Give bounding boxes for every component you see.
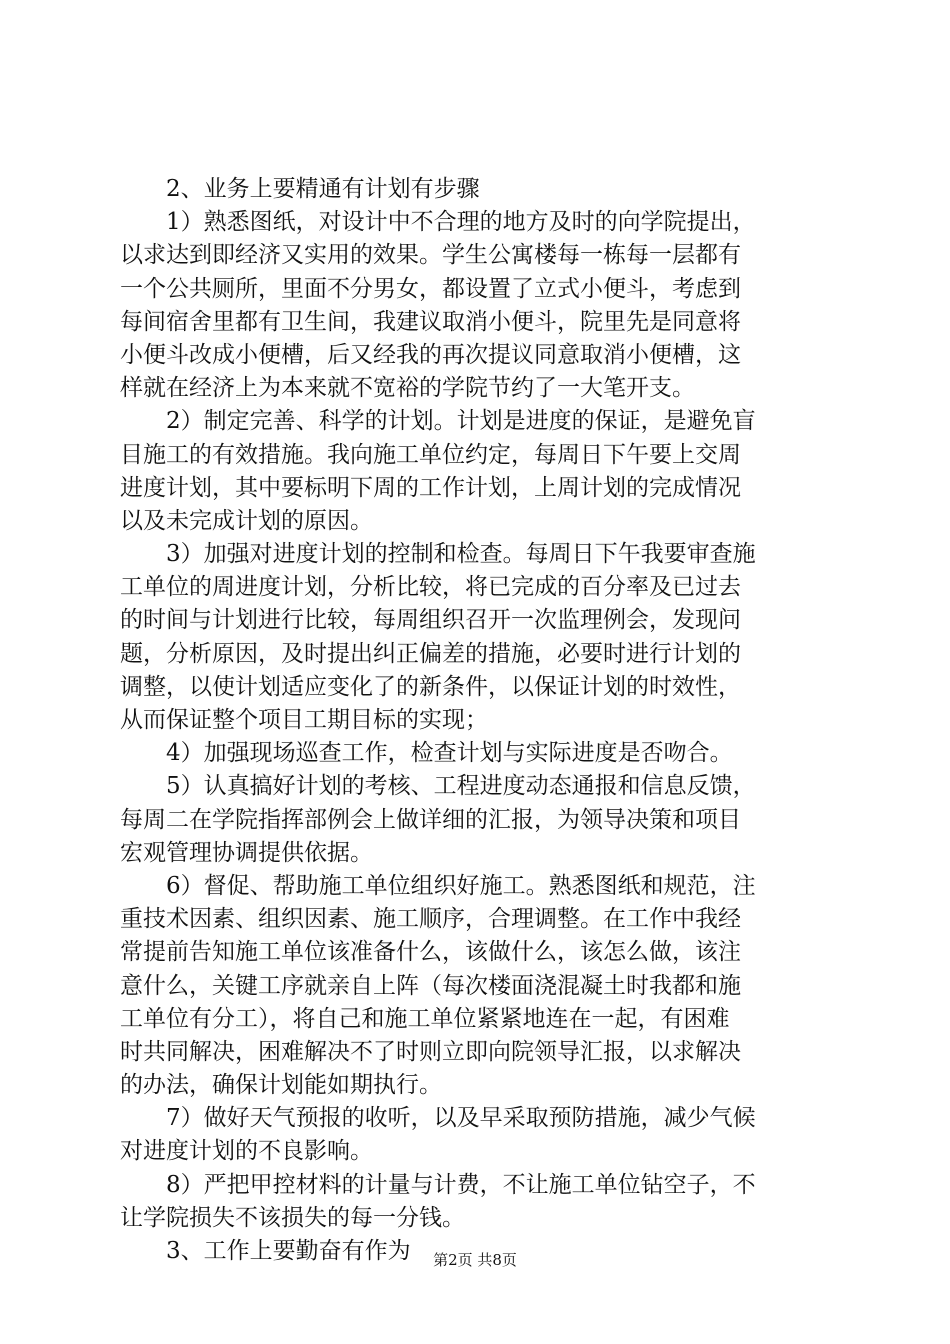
text-line: 工单位的周进度计划，分析比较，将已完成的百分率及已过去 [120,574,741,601]
text-line: 从而保证整个项目工期目标的实现； [120,707,488,733]
text-line: 3）加强对进度计划的控制和检查。每周日下午我要审查施 [120,541,756,568]
text-line: 以及未完成计划的原因。 [120,507,373,534]
text-line: 意什么，关键工序就亲自上阵（每次楼面浇混凝土时我都和施 [120,972,741,999]
text-line: 每间宿舍里都有卫生间，我建议取消小便斗，院里先是同意将 [120,308,741,335]
text-line: 3、工作上要勤奋有作为 [120,1238,411,1264]
text-line: 时共同解决，困难解决不了时则立即向院领导汇报，以求解决 [120,1038,741,1065]
text-line: 一个公共厕所，里面不分男女，都设置了立式小便斗，考虑到 [120,275,741,302]
document-body [120,173,832,1268]
text-line: 每周二在学院指挥部例会上做详细的汇报，为领导决策和项目 [120,806,741,833]
text-line: 让学院损失不该损失的每一分钱。 [120,1204,465,1231]
page-footer: 第2页 共8页 [433,1251,517,1269]
text-line: 2）制定完善、科学的计划。计划是进度的保证，是避免盲 [120,408,756,435]
text-line: 6）督促、帮助施工单位组织好施工。熟悉图纸和规范，注 [120,872,756,899]
text-line: 小便斗改成小便槽，后又经我的再次提议同意取消小便槽，这 [120,341,741,368]
text-line: 样就在经济上为本来就不宽裕的学院节约了一大笔开支。 [120,375,695,402]
text-line: 目施工的有效措施。我向施工单位约定，每周日下午要上交周 [120,441,741,468]
text-line: 7）做好天气预报的收听，以及早采取预防措施，减少气候 [120,1105,756,1132]
text-line: 工单位有分工），将自己和施工单位紧紧地连在一起，有困难 [120,1005,730,1032]
text-line: 重技术因素、组织因素、施工顺序，合理调整。在工作中我经 [120,906,741,933]
text-line: 宏观管理协调提供依据。 [120,839,373,866]
text-line: 常提前告知施工单位该准备什么，该做什么，该怎么做，该注 [120,939,741,966]
text-line: 2、业务上要精通有计划有步骤 [120,176,480,202]
text-line: 题，分析原因，及时提出纠正偏差的措施，必要时进行计划的 [120,640,741,667]
text-line: 对进度计划的不良影响。 [120,1138,373,1165]
text-line: 1）熟悉图纸，对设计中不合理的地方及时的向学院提出， [120,209,756,236]
text-line: 进度计划，其中要标明下周的工作计划，上周计划的完成情况 [120,474,741,501]
text-line: 5）认真搞好计划的考核、工程进度动态通报和信息反馈， [120,773,756,800]
text-line: 的时间与计划进行比较，每周组织召开一次监理例会，发现问 [120,607,741,634]
text-line: 调整，以使计划适应变化了的新条件，以保证计划的时效性， [120,673,741,700]
text-line: 以求达到即经济又实用的效果。学生公寓楼每一栋每一层都有 [120,242,741,269]
text-line: 8）严把甲控材料的计量与计费，不让施工单位钻空子，不 [120,1171,756,1198]
text-line: 4）加强现场巡查工作，检查计划与实际进度是否吻合。 [120,740,733,767]
text-line: 的办法，确保计划能如期执行。 [120,1072,442,1099]
